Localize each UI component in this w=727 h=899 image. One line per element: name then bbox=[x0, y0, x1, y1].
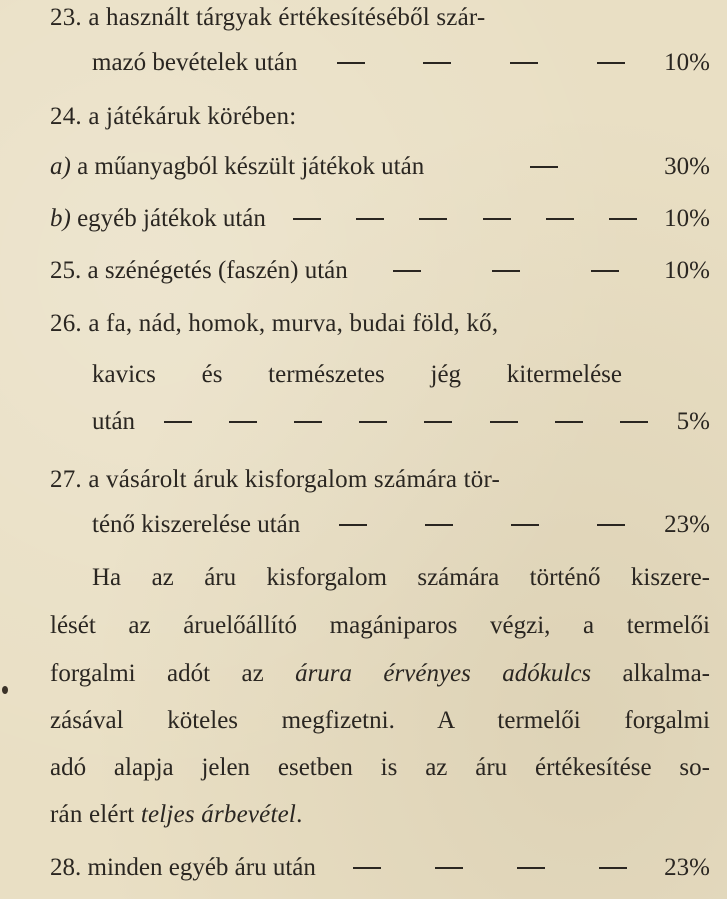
ink-speck bbox=[2, 686, 8, 694]
item-27-leader bbox=[300, 524, 664, 526]
item-24-text: a játékáruk körében: bbox=[88, 103, 297, 130]
item-24b-text bbox=[50, 205, 266, 233]
item-24a bbox=[50, 149, 710, 185]
item-24b-leader bbox=[266, 218, 664, 220]
item-26-line-3 bbox=[92, 404, 710, 440]
item-26-leader bbox=[135, 421, 677, 423]
note-line-6-italic: teljes árbevétel bbox=[140, 801, 297, 828]
item-27-rate: 23% bbox=[664, 511, 710, 538]
item-27-text-1: a vásárolt áruk kisforgalom számára tör- bbox=[88, 466, 501, 493]
note-line-3-italic: árura érvényes adókulcs bbox=[295, 660, 592, 687]
item-27-text-2: ténő kiszerelése után bbox=[92, 511, 301, 538]
note-line-6-pre: rán elért bbox=[50, 801, 141, 828]
note-line-6 bbox=[50, 797, 303, 833]
item-24b-body: egyéb játékok után bbox=[77, 205, 266, 232]
item-25-body: a szénégetés (faszén) után bbox=[87, 257, 348, 284]
note-line-4: zásával köteles megfizetni. A termelői forgalmi bbox=[50, 707, 710, 734]
note-line-3 bbox=[50, 656, 710, 692]
note-line-3-pre: forgalmi adót az bbox=[50, 660, 296, 687]
item-23-text-1: a használt tárgyak értékesítéséből szár- bbox=[88, 4, 486, 31]
item-24a-rate: 30% bbox=[664, 153, 710, 180]
item-27-line-2 bbox=[92, 507, 710, 543]
item-26-text-1: a fa, nád, homok, murva, budai föld, kő, bbox=[88, 310, 499, 337]
item-24a-label: a) bbox=[50, 153, 71, 180]
item-25-text bbox=[50, 257, 348, 285]
item-27-line-1 bbox=[50, 462, 500, 498]
item-25-leader bbox=[348, 270, 664, 272]
item-28-number: 28. bbox=[50, 854, 82, 881]
item-26-text-3: után bbox=[92, 408, 136, 435]
item-28-text bbox=[50, 854, 316, 882]
item-25 bbox=[50, 253, 710, 289]
item-25-number: 25. bbox=[50, 257, 82, 284]
item-23-line-2 bbox=[92, 45, 710, 81]
item-23-leader bbox=[297, 62, 664, 64]
item-24a-leader bbox=[424, 166, 664, 168]
item-28-leader bbox=[316, 867, 664, 869]
item-26-rate: 5% bbox=[676, 408, 710, 435]
item-24b-rate: 10% bbox=[664, 205, 710, 232]
item-24b-label: b) bbox=[50, 205, 71, 232]
item-23-rate: 10% bbox=[664, 49, 710, 76]
note-line-5: adó alapja jelen esetben is az áru értékesítése so- bbox=[50, 754, 710, 781]
note-line-6-post: . bbox=[296, 801, 303, 828]
item-23-number: 23. bbox=[50, 4, 82, 31]
item-24-number: 24. bbox=[50, 103, 82, 130]
item-28 bbox=[50, 850, 710, 886]
item-23-line-1 bbox=[50, 0, 485, 36]
item-24a-body: a műanyagból készült játékok után bbox=[77, 153, 425, 180]
note-line-3-post: alkalma- bbox=[591, 660, 711, 687]
item-23-text-2: mazó bevételek után bbox=[92, 49, 298, 76]
item-24-line bbox=[50, 99, 296, 135]
item-24a-text bbox=[50, 153, 424, 181]
note-line-1: Ha az áru kisforgalom számára történő kiszere- bbox=[92, 564, 710, 591]
item-27-number: 27. bbox=[50, 466, 82, 493]
item-26-line-2: kavics és természetes jég kitermelése bbox=[92, 361, 622, 388]
item-25-rate: 10% bbox=[664, 257, 710, 284]
item-26-number: 26. bbox=[50, 310, 82, 337]
item-26-line-1 bbox=[50, 306, 498, 342]
note-line-2: lését az áruelőállító magániparos végzi, a termelői bbox=[50, 612, 710, 639]
item-24b bbox=[50, 201, 710, 237]
item-28-body: minden egyéb áru után bbox=[87, 854, 316, 881]
item-28-rate: 23% bbox=[664, 854, 710, 881]
